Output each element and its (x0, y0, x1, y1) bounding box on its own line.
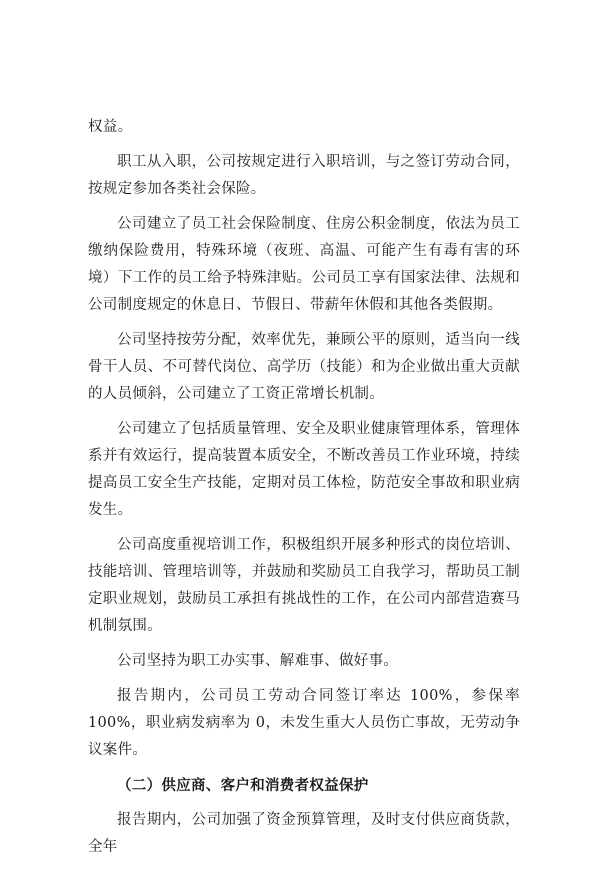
paragraph-training: 公司高度重视培训工作，积极组织开展多种形式的岗位培训、技能培训、管理培训等，并鼓励和奖励员工自我学习，帮助员工制定职业规划，鼓励员工承担有挑战性的工作，在公司内部营造赛马机制氛围。 (88, 537, 520, 634)
paragraph-report-stats: 报告期内，公司员工劳动合同签订率达 100%，参保率 100%，职业病发病率为 0，未发生重大人员伤亡事故，无劳动争议案件。 (88, 688, 520, 758)
paragraph-onboarding: 职工从入职，公司按规定进行入职培训，与之签订劳动合同，按规定参加各类社会保险。 (88, 154, 520, 197)
document-body (88, 114, 520, 869)
paragraph-safety-management: 公司建立了包括质量管理、安全及职业健康管理体系，管理体系并有效运行，提高装置本质安全，不断改善员工作业环境，持续提高员工安全生产技能，定期对员工体检，防范安全事故和职业病发生。 (88, 421, 520, 518)
paragraph-practical-help: 公司坚持为职工办实事、解难事、做好事。 (117, 653, 399, 669)
paragraph-budget-management: 报告期内，公司加强了资金预算管理，及时支付供应商货款，全年 (88, 812, 520, 855)
section-heading-suppliers: （二）供应商、客户和消费者权益保护 (117, 777, 369, 794)
paragraph-social-insurance: 公司建立了员工社会保险制度、住房公积金制度，依法为员工缴纳保险费用，特殊环境（夜班、高温、可能产生有毒有害的环境）下工作的员工给予特殊津贴。公司员工享有国家法律、法规和公司制度规定的休息日、节假日、带薪年休假和其他各类假期。 (88, 216, 520, 313)
paragraph-rights-continuation: 权益。 (88, 119, 133, 135)
paragraph-distribution: 公司坚持按劳分配，效率优先，兼顾公平的原则，适当向一线骨干人员、不可替代岗位、高学历（技能）和为企业做出重大贡献的人员倾斜，公司建立了工资正常增长机制。 (88, 332, 520, 402)
